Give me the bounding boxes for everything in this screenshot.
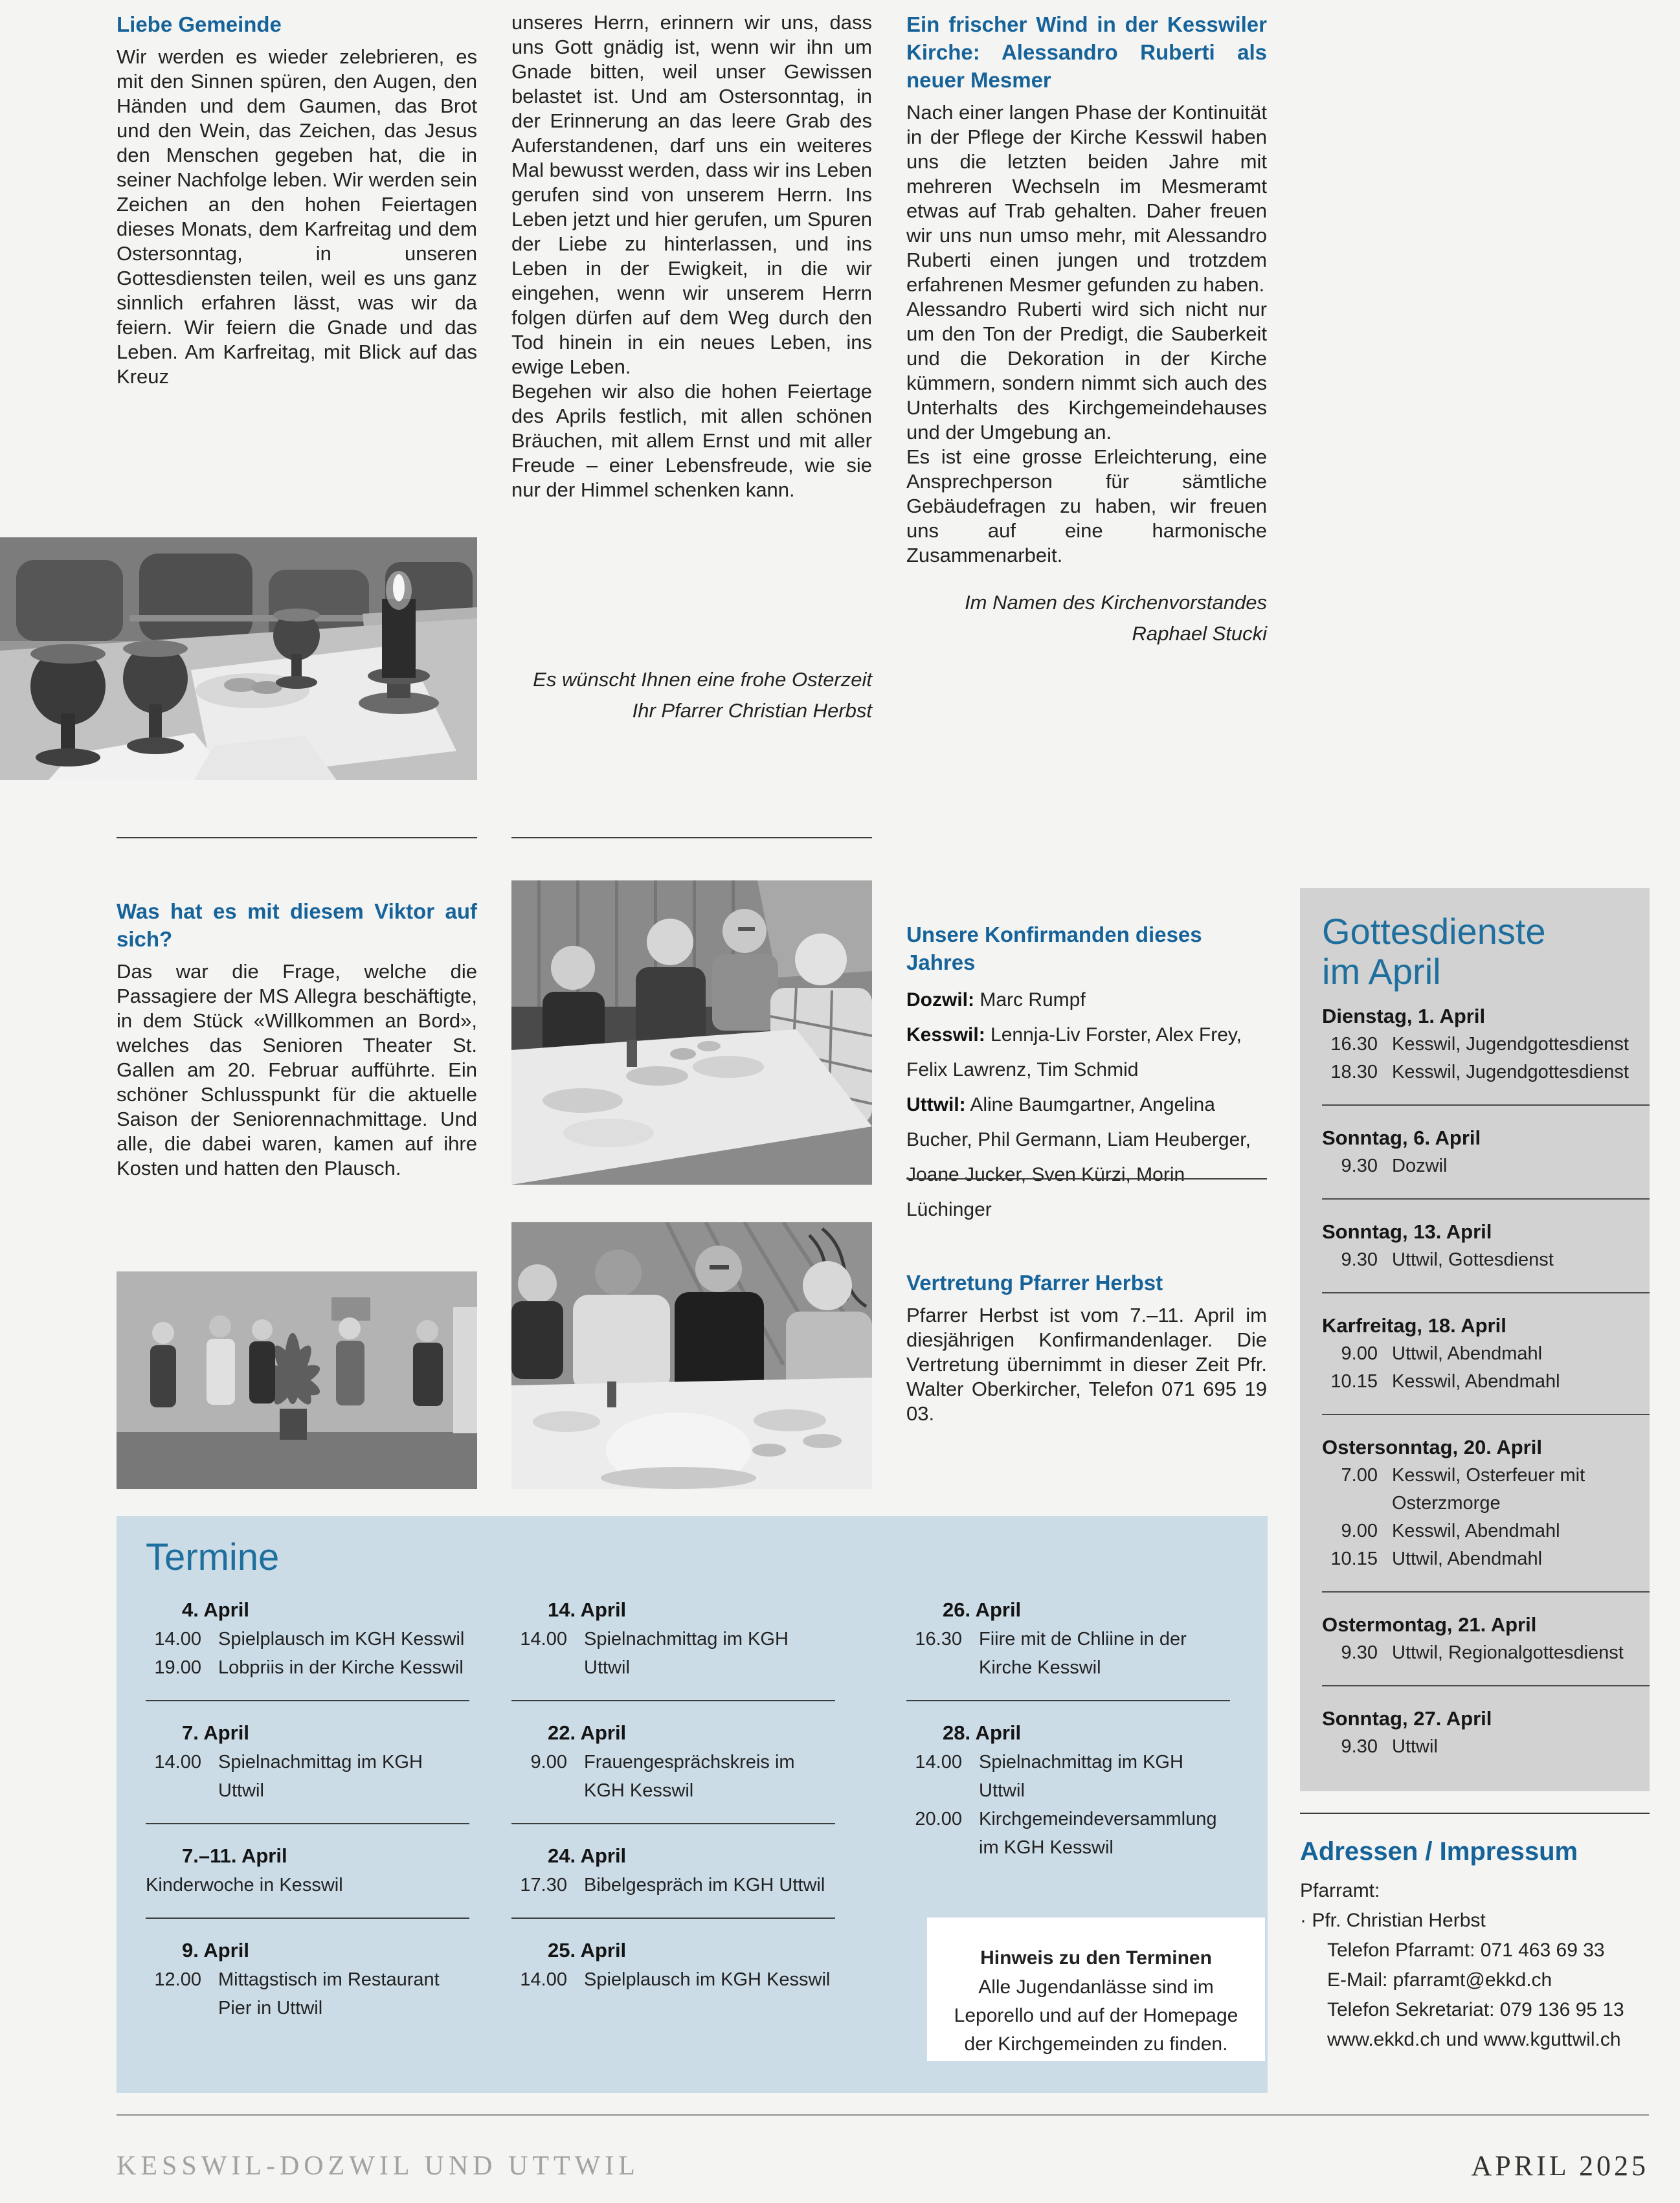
event-row	[906, 1625, 1230, 1682]
divider	[1322, 1198, 1650, 1200]
divider	[146, 1823, 469, 1824]
konfirmanden-place: Kesswil:	[906, 1024, 985, 1046]
article-paragraph: Pfarrer Herbst ist vom 7.–11. April im diesjährigen Konfirmandenlager. Die Vertretung übernimmt in dieser Zeit Pfr. Walter Oberkircher, Telefon 071 695 19 03.	[906, 1304, 1267, 1425]
event-text: Uttwil, Gottesdienst	[1392, 1249, 1554, 1270]
event-row	[146, 1965, 469, 2022]
sidebar-title	[1322, 911, 1633, 992]
event-row	[1322, 1733, 1633, 1761]
footer-publication-name: KESSWIL-DOZWIL UND UTTWIL	[117, 2151, 640, 2181]
article-title: Liebe Gemeinde	[117, 12, 282, 36]
event-time: 20.00	[915, 1809, 962, 1829]
event-text: Kesswil, Jugendgottesdienst	[1392, 1034, 1629, 1055]
section-konfirmanden	[906, 921, 1267, 1227]
signature-block	[511, 664, 872, 726]
seniors-photo-2-graphic	[511, 1222, 872, 1489]
article-paragraph: Alessandro Ruberti wird sich nicht nur um den Ton der Predigt, die Sauberkeit und die Dekoration in der Kirche kümmern, sondern nimmt sich auch des Unterhalts des Kirchgemeindehauses und der Umgebung an.	[906, 298, 1267, 443]
communion-table-photo	[0, 537, 477, 780]
event-time: 14.00	[915, 1752, 962, 1772]
event-text: Kesswil, Jugendgottesdienst	[1392, 1062, 1629, 1082]
event-day: 24. April	[548, 1844, 627, 1867]
adressen-line: Telefon Pfarramt: 071 463 69 33	[1327, 1940, 1605, 1961]
article-continuation	[511, 10, 872, 726]
adressen-line: E-Mail: pfarramt@ekkd.ch	[1327, 1969, 1552, 1991]
event-text: Kirchgemeindeversammlung im KGH Kesswil	[979, 1809, 1217, 1858]
event-time: 10.15	[1330, 1371, 1378, 1392]
event-row	[906, 1805, 1230, 1862]
divider	[511, 837, 872, 838]
divider	[1322, 1414, 1650, 1415]
event-row	[1322, 1368, 1633, 1396]
divider	[511, 1823, 835, 1824]
article-title: Ein frischer Wind in der Kesswiler Kirche: Alessandro Ruberti als neuer Mesmer	[906, 12, 1267, 92]
signature-block	[906, 587, 1267, 649]
event-text: Kesswil, Osterfeuer mit Osterzmorge	[1392, 1465, 1585, 1514]
event-time: 17.30	[520, 1875, 567, 1895]
event-day: 14. April	[548, 1598, 627, 1621]
article-mesmer	[906, 10, 1267, 649]
section-adressen-impressum	[1300, 1836, 1650, 2055]
event-row	[146, 1748, 469, 1805]
divider	[1322, 1104, 1650, 1106]
adressen-line: www.ekkd.ch und www.kguttwil.ch	[1327, 2029, 1621, 2050]
divider	[511, 1700, 835, 1701]
event-row	[511, 1965, 835, 1994]
konfirmanden-list	[906, 983, 1267, 1227]
event-text: Dozwil	[1392, 1156, 1448, 1176]
konfirmanden-place: Uttwil:	[906, 1094, 966, 1115]
event-row	[511, 1871, 835, 1899]
event-row	[1322, 1246, 1633, 1274]
event-day: Sonntag, 13. April	[1322, 1220, 1492, 1243]
signature-line: Raphael Stucki	[1132, 622, 1267, 645]
seniors-photo-1-graphic	[511, 880, 872, 1185]
sidebar-title-line: Gottesdienste	[1322, 911, 1546, 952]
signature-line: Im Namen des Kirchenvorstandes	[965, 591, 1267, 614]
article-paragraph: unseres Herrn, erinnern wir uns, dass uns Gott gnädig ist, wenn wir ihn um Gnade bitten, weil unser Gewissen belastet ist. Und am Ostersonntag, in der Erinnerung an das leere Grab des Auferstandenen, darf uns ein weiteres Mal bewusst werden, dass wir ins Leben gerufen sind von unserem Herrn. Ins Leben jetzt und hier gerufen, um Spuren der Liebe zu hinterlassen, und ins Leben in der Ewigkeit, in die wir eingehen, wenn wir unserem Herrn folgen dürfen auf dem Weg durch den Tod hinein in ein neues Leben, ins ewige Leben.	[511, 11, 872, 378]
article-title: Was hat es mit diesem Viktor auf sich?	[117, 899, 477, 951]
adressen-line: Telefon Sekretariat: 079 136 95 13	[1327, 1999, 1624, 2020]
signature-line: Ihr Pfarrer Christian Herbst	[632, 699, 872, 722]
section-title: Unsere Konfirmanden dieses Jahres	[906, 923, 1202, 974]
event-row	[146, 1653, 469, 1682]
service-list	[1322, 1002, 1633, 1761]
event-text: Spielnachmittag im KGH Uttwil	[218, 1752, 423, 1801]
divider	[906, 1178, 1267, 1180]
event-day: 4. April	[182, 1598, 249, 1621]
event-row	[1322, 1462, 1633, 1517]
event-text: Kesswil, Abendmahl	[1392, 1371, 1560, 1392]
event-text: Lobpriis in der Kirche Kesswil	[218, 1657, 464, 1678]
section-vertretung	[906, 1269, 1267, 1426]
event-row	[511, 1625, 835, 1682]
event-day: 7. April	[182, 1721, 249, 1744]
event-time: 9.30	[1341, 1642, 1378, 1663]
adressen-list	[1300, 1876, 1650, 2055]
event-time: 18.30	[1330, 1062, 1378, 1082]
event-text: Spielnachmittag im KGH Uttwil	[584, 1629, 789, 1678]
event-day: 9. April	[182, 1939, 249, 1962]
seniors-table-photo-1	[511, 880, 872, 1185]
event-day: Ostermontag, 21. April	[1322, 1613, 1537, 1636]
event-time: 9.30	[1341, 1736, 1378, 1757]
event-time: 9.00	[1341, 1343, 1378, 1364]
section-title: Vertretung Pfarrer Herbst	[906, 1271, 1163, 1295]
event-day: 25. April	[548, 1939, 627, 1962]
event-text: Uttwil	[1392, 1736, 1438, 1757]
event-day: 28. April	[943, 1721, 1022, 1744]
divider	[117, 837, 477, 838]
event-row	[1322, 1058, 1633, 1086]
event-time: 9.00	[1341, 1521, 1378, 1541]
event-text: Spielplausch im KGH Kesswil	[584, 1969, 831, 1990]
adressen-line: Pfarramt:	[1300, 1880, 1380, 1901]
event-time: 16.30	[915, 1629, 962, 1649]
event-time: 9.30	[1341, 1249, 1378, 1270]
event-time: 14.00	[520, 1969, 567, 1990]
event-day: 7.–11. April	[182, 1844, 287, 1867]
event-row	[511, 1748, 835, 1805]
article-liebe-gemeinde	[117, 10, 477, 389]
event-row	[906, 1748, 1230, 1805]
event-text: Uttwil, Regionalgottesdienst	[1392, 1642, 1624, 1663]
sidebar-title-line: im April	[1322, 951, 1441, 992]
article-paragraph: Das war die Frage, welche die Passagiere der MS Allegra beschäftigte, in dem Stück «Willkommen an Bord», welches das Senioren Theater St. Gallen am 20. Februar aufführte. Ein schöner Schlusspunkt für die aktuelle Saison der Seniorennachmittage. Und alle, die dabei waren, kamen auf ihre Kosten und hatten den Plausch.	[117, 960, 477, 1180]
theater-photo-graphic	[117, 1271, 477, 1489]
event-text: Mittagstisch im Restaurant Pier in Uttwil	[218, 1969, 440, 2018]
event-day: Dienstag, 1. April	[1322, 1005, 1486, 1027]
termine-column-1	[146, 1596, 469, 2022]
event-row	[1322, 1152, 1633, 1180]
termine-box	[117, 1516, 1268, 2093]
konfirmanden-entry: Kesswil: Lennja-Liv Forster, Alex Frey, Felix Lawrenz, Tim Schmid	[906, 1024, 1242, 1080]
event-day: Sonntag, 27. April	[1322, 1707, 1492, 1730]
divider	[1322, 1591, 1650, 1593]
event-day: Karfreitag, 18. April	[1322, 1314, 1506, 1337]
event-row	[1322, 1639, 1633, 1667]
event-row	[146, 1625, 469, 1653]
event-time: 16.30	[1330, 1034, 1378, 1055]
event-day: 26. April	[943, 1598, 1022, 1621]
event-text: Uttwil, Abendmahl	[1392, 1343, 1543, 1364]
event-row	[1322, 1031, 1633, 1058]
termine-column-3	[906, 1596, 1230, 1862]
article-paragraph: Begehen wir also die hohen Feiertage des Aprils festlich, mit allen schönen Bräuchen, mit allem Ernst und mit aller Freude – einer Lebensfreude, wie sie nur der Himmel schenken kann.	[511, 380, 872, 501]
event-text: Frauengesprächskreis im KGH Kesswil	[584, 1752, 795, 1801]
adressen-line: · Pfr. Christian Herbst	[1300, 1910, 1486, 1931]
event-time: 9.30	[1341, 1156, 1378, 1176]
seniors-table-photo-2	[511, 1222, 872, 1489]
event-text: Spielplausch im KGH Kesswil	[218, 1629, 465, 1649]
footer-divider	[117, 2114, 1649, 2116]
article-paragraph: Wir werden es wieder zelebrieren, es mit den Sinnen spüren, den Augen, den Händen und dem Gaumen, das Brot und den Wein, das Zeichen, das Jesus den Menschen gegeben hat, die in seiner Nachfolge leben. Wir werden sein Zeichen an den hohen Feiertagen dieses Monats, dem Karfreitag und dem Ostersonntag, in unseren Gottesdiensten teilen, weil es uns ganz sinnlich erfahren lässt, was wir da feiern. Wir feiern die Gnade und das Leben. Am Karfreitag, mit Blick auf das Kreuz	[117, 45, 477, 388]
event-text: Kinderwoche in Kesswil	[146, 1875, 343, 1895]
divider	[146, 1918, 469, 1919]
event-text: Bibelgespräch im KGH Uttwil	[584, 1875, 825, 1895]
communion-photo-graphic	[0, 537, 477, 780]
signature-line: Es wünscht Ihnen eine frohe Osterzeit	[533, 668, 872, 691]
hinweis-body: Alle Jugendanlässe sind im Leporello und auf der Homepage der Kirchgemeinden zu finden.	[954, 1976, 1238, 2055]
event-time: 14.00	[520, 1629, 567, 1649]
article-paragraph: Nach einer langen Phase der Kontinuität in der Pflege der Kirche Kesswil haben uns die letzten beiden Jahre mit mehreren Wechseln im Mesmeramt etwas auf Trab gehalten. Daher freuen wir uns nun umso mehr, mit Alessandro Ruberti einen jungen und trotzdem erfahrenen Mesmer gefunden zu haben.	[906, 101, 1267, 296]
article-viktor	[117, 897, 477, 1181]
event-day: Sonntag, 6. April	[1322, 1126, 1481, 1149]
hinweis-box	[927, 1918, 1265, 2061]
divider	[1300, 1813, 1650, 1814]
event-text: Kesswil, Abendmahl	[1392, 1521, 1560, 1541]
divider	[906, 1700, 1230, 1701]
hinweis-title: Hinweis zu den Terminen	[980, 1947, 1212, 1969]
konfirmanden-place: Dozwil:	[906, 989, 974, 1011]
event-text: Spielnachmittag im KGH Uttwil	[979, 1752, 1183, 1801]
event-time: 14.00	[154, 1629, 201, 1649]
event-row	[1322, 1545, 1633, 1573]
article-paragraph: Es ist eine grosse Erleichterung, eine Ansprechperson für sämtliche Gebäudefragen zu haben, wir freuen uns auf eine harmonische Zusammenarbeit.	[906, 445, 1267, 566]
event-time: 9.00	[530, 1752, 567, 1772]
event-time: 7.00	[1341, 1465, 1378, 1486]
divider	[146, 1700, 469, 1701]
event-time: 14.00	[154, 1752, 201, 1772]
divider	[1322, 1292, 1650, 1293]
section-title: Adressen / Impressum	[1300, 1837, 1578, 1866]
termine-column-2	[511, 1596, 835, 1994]
event-day: Ostersonntag, 20. April	[1322, 1436, 1542, 1459]
event-time: 12.00	[154, 1969, 201, 1990]
termine-title: Termine	[146, 1536, 280, 1578]
event-text: Fiire mit de Chliine in der Kirche Kesswil	[979, 1629, 1187, 1678]
event-row	[1322, 1517, 1633, 1545]
event-day: 22. April	[548, 1721, 627, 1744]
event-time: 10.15	[1330, 1549, 1378, 1569]
divider	[511, 1918, 835, 1919]
event-time: 19.00	[154, 1657, 201, 1678]
gottesdienste-sidebar	[1300, 888, 1650, 1791]
divider	[1322, 1685, 1650, 1686]
event-row	[1322, 1340, 1633, 1368]
event-text: Uttwil, Abendmahl	[1392, 1549, 1543, 1569]
footer-issue-date: APRIL 2025	[1471, 2150, 1649, 2182]
konfirmanden-entry: Dozwil: Marc Rumpf	[906, 989, 1086, 1011]
konfirmanden-entry: Uttwil: Aline Baumgartner, Angelina Bucher, Phil Germann, Liam Heuberger, Joane Jucker, Sven Kürzi, Morin Lüchinger	[906, 1094, 1251, 1220]
theater-scene-photo	[117, 1271, 477, 1489]
